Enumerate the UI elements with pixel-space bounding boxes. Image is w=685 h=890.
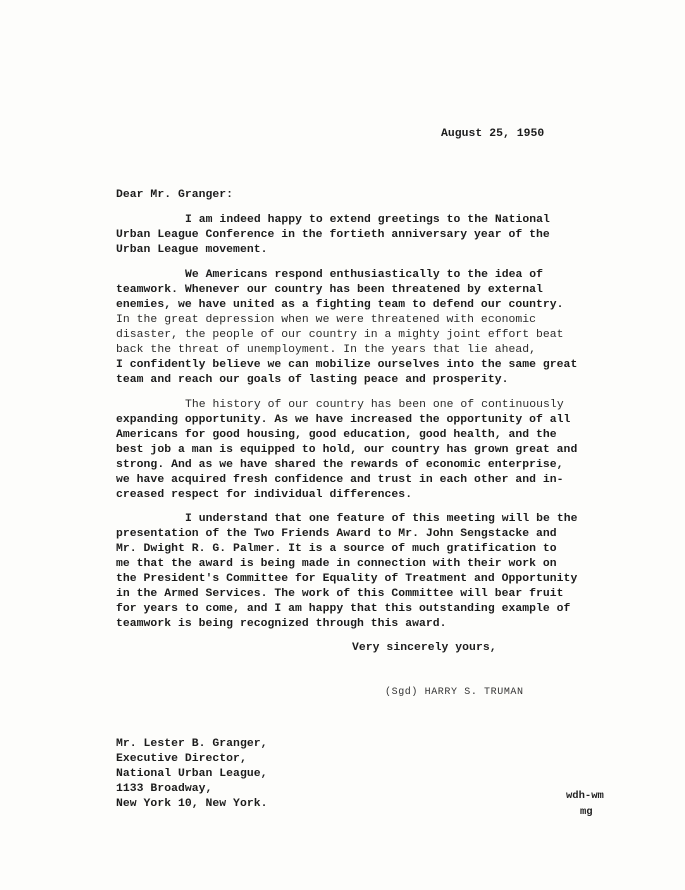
paragraph-line: The history of our country has been one of continuously	[185, 399, 564, 411]
typist-initials: wdh-wm	[566, 790, 604, 802]
paragraph-line: teamwork is being recognized through this award.	[116, 618, 447, 630]
paragraph-line: creased respect for individual differences.	[116, 489, 413, 501]
paragraph-line: Mr. Dwight R. G. Palmer. It is a source of much gratification to	[116, 543, 557, 555]
paragraph-line: In the great depression when we were threatened with economic	[116, 314, 537, 326]
paragraph-line: in the Armed Services. The work of this Committee will bear fruit	[116, 588, 564, 600]
paragraph-line: team and reach our goals of lasting peace and prosperity.	[116, 374, 509, 386]
letter-date: August 25, 1950	[441, 128, 545, 140]
address-line: New York 10, New York.	[116, 798, 268, 810]
address-line: 1133 Broadway,	[116, 783, 213, 795]
paragraph-line: I understand that one feature of this meeting will be the	[185, 513, 578, 525]
signature: (Sgd) HARRY S. TRUMAN	[385, 687, 524, 698]
paragraph-line: Americans for good housing, good education, good health, and the	[116, 429, 557, 441]
paragraph-line: Urban League Conference in the fortieth anniversary year of the	[116, 229, 550, 241]
paragraph-line: disaster, the people of our country in a mighty joint effort beat	[116, 329, 564, 341]
paragraph-line: presentation of the Two Friends Award to Mr. John Sengstacke and	[116, 528, 557, 540]
paragraph-line: expanding opportunity. As we have increased the opportunity of all	[116, 414, 571, 426]
address-line: National Urban League,	[116, 768, 268, 780]
paragraph-line: enemies, we have united as a fighting team to defend our country.	[116, 299, 564, 311]
paragraph-line: best job a man is equipped to hold, our country has grown great and	[116, 444, 578, 456]
paragraph-line: we have acquired fresh confidence and trust in each other and in-	[116, 474, 564, 486]
address-line: Executive Director,	[116, 753, 247, 765]
address-line: Mr. Lester B. Granger,	[116, 738, 268, 750]
paragraph-line: teamwork. Whenever our country has been threatened by external	[116, 284, 543, 296]
paragraph-line: I confidently believe we can mobilize ourselves into the same great	[116, 359, 578, 371]
paragraph-line: me that the award is being made in connection with their work on	[116, 558, 557, 570]
paragraph-line: strong. And as we have shared the rewards of economic enterprise,	[116, 459, 564, 471]
paragraph-line: We Americans respond enthusiastically to the idea of	[185, 269, 544, 281]
closing: Very sincerely yours,	[352, 642, 497, 654]
paragraph-line: back the threat of unemployment. In the years that lie ahead,	[116, 344, 537, 356]
paragraph-line: I am indeed happy to extend greetings to the National	[185, 214, 550, 226]
paragraph-line: for years to come, and I am happy that this outstanding example of	[116, 603, 571, 615]
paragraph-line: the President's Committee for Equality of Treatment and Opportunity	[116, 573, 578, 585]
paragraph-line: Urban League movement.	[116, 244, 268, 256]
salutation: Dear Mr. Granger:	[116, 189, 234, 201]
typist-initials-secondary: mg	[580, 806, 593, 818]
